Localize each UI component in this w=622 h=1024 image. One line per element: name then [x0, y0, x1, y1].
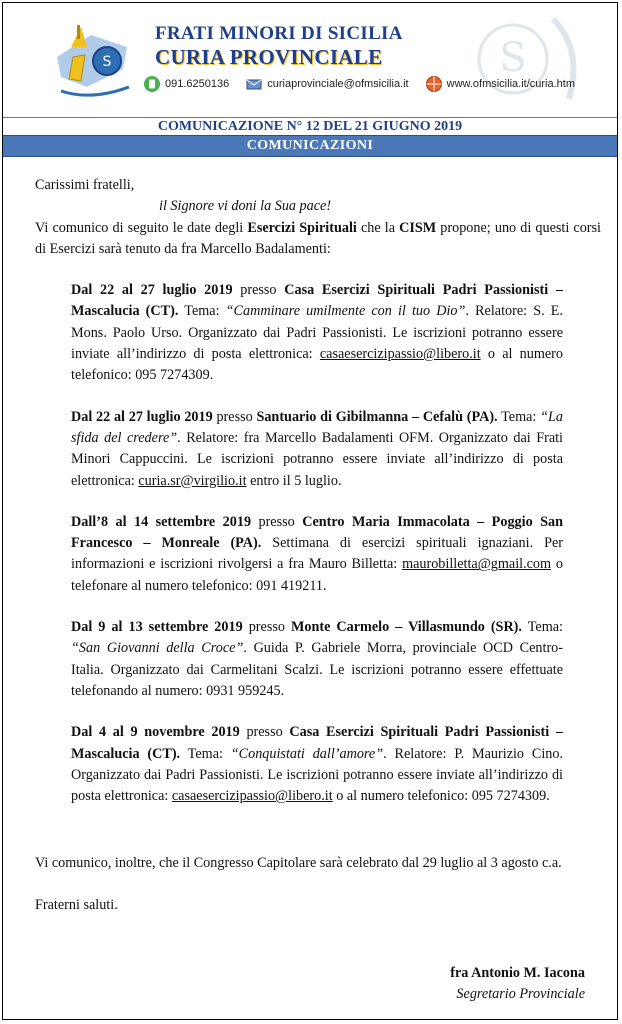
- farewell: Fraterni saluti.: [35, 896, 118, 913]
- intro-esercizi: Esercizi Spirituali: [247, 219, 357, 236]
- contact-row: [143, 75, 591, 93]
- document-frame: [2, 2, 618, 1020]
- entry-tema: “La sfida del credere”: [71, 408, 563, 446]
- entry-date: Dal 22 al 27 luglio 2019: [71, 408, 213, 425]
- entry-place: Centro Maria Immacolata – Poggio San Francesco – Monreale (PA).: [71, 513, 563, 552]
- phone-number: 091.6250136: [165, 78, 230, 90]
- entry-email-link[interactable]: casaesercizipassio@libero.it: [171, 788, 333, 805]
- entry-place: Monte Carmelo – Villasmundo (SR).: [290, 619, 522, 636]
- greeting: il Signore vi doni la Sua pace!: [159, 198, 332, 215]
- phone-icon: [143, 75, 161, 93]
- entry-date: Dall’8 al 14 settembre 2019: [71, 513, 252, 530]
- intro-text-1: Vi comunico di seguito le date degli: [35, 219, 248, 236]
- entry-tema: “Conquistati dall’amore”: [230, 745, 384, 762]
- signature-block: [450, 963, 585, 1005]
- provincial-seal-logo: [51, 17, 139, 103]
- entry-place: Casa Esercizi Spirituali Padri Passionisti – Mascalucia (CT).: [71, 282, 563, 320]
- entry-tail: o telefonare al numero telefonico: 091 419211.: [71, 556, 563, 594]
- entry-tema-label: Tema:: [497, 408, 541, 425]
- phone-contact: [143, 75, 229, 93]
- signature-name: fra Antonio M. Iacona: [450, 965, 585, 981]
- retreat-entry-3: [71, 512, 563, 597]
- salutation: Carissimi fratelli,: [35, 177, 135, 193]
- entry-tail: o al numero telefonico: 095 7274309.: [332, 788, 550, 805]
- email-icon: [245, 75, 263, 93]
- entry-place: Casa Esercizi Spirituali Padri Passionisti – Mascalucia (CT).: [71, 724, 563, 762]
- email-address[interactable]: curiaprovinciale@ofmsicilia.it: [267, 78, 409, 90]
- website-url[interactable]: www.ofmsicilia.it/curia.htm: [446, 78, 575, 90]
- retreat-entry-5: [71, 722, 563, 807]
- letterhead: [3, 3, 617, 115]
- entry-date: Dal 4 al 9 novembre 2019: [71, 724, 240, 741]
- intro-text-3: propone; uno di questi corsi di Esercizi sarà tenuto da fra Marcello Badalamenti:: [35, 219, 601, 257]
- entry-place: Santuario di Gibilmanna – Cefalù (PA).: [256, 408, 498, 425]
- website-contact[interactable]: [425, 75, 575, 93]
- entry-details: . Relatore: fra Marcello Badalamenti OFM. Organizzato dai Frati Minori Cappuccini. Le iscrizioni potranno essere inviate all’indirizzo di posta elettronica:: [71, 429, 563, 489]
- entry-email-link[interactable]: curia.sr@virgilio.it: [138, 472, 247, 489]
- entry-presso: presso: [242, 619, 291, 636]
- entry-email-link[interactable]: maurobilletta@gmail.com: [402, 556, 552, 573]
- retreat-entry-1: [71, 280, 563, 386]
- retreat-entry-4: [71, 617, 563, 702]
- org-subtitle: CURIA PROVINCIALE: [155, 45, 383, 69]
- intro-cism: CISM: [399, 219, 437, 236]
- entry-tail: entro il 5 luglio.: [246, 472, 342, 489]
- entry-tema-label: Tema:: [178, 303, 226, 320]
- entry-presso: presso: [232, 282, 285, 299]
- entry-presso: presso: [239, 724, 290, 741]
- svg-text:S: S: [499, 35, 527, 81]
- intro-paragraph: [35, 218, 601, 261]
- org-title: FRATI MINORI DI SICILIA: [155, 23, 403, 44]
- entry-details: . Guida P. Gabriele Morra, provinciale OCD Centro-Italia. Organizzato dai Carmelitani Scalzi. Le iscrizioni potranno essere effettuate telefonando al numero: 0931 959245.: [71, 640, 563, 699]
- entry-tema: “Camminare umilmente con il tuo Dio”: [225, 303, 466, 320]
- entry-tail: o al numero telefonico: 095 7274309.: [71, 346, 564, 384]
- entry-date: Dal 22 al 27 luglio 2019: [71, 282, 233, 299]
- closing-info: Vi comunico, inoltre, che il Congresso Capitolare sarà celebrato dal 29 luglio al 3 agosto c.a.: [35, 855, 562, 872]
- entry-email-link[interactable]: casaesercizipassio@libero.it: [319, 346, 481, 363]
- retreat-entry-2: [71, 407, 563, 492]
- communication-number: COMUNICAZIONE N° 12 DEL 21 GIUGNO 2019: [3, 117, 617, 136]
- entry-presso: presso: [212, 408, 257, 425]
- entry-tema-label: Tema:: [521, 619, 563, 636]
- entry-details: . Relatore: P. Maurizio Cino. Organizzato dai Padri Passionisti. Le iscrizioni potranno essere inviate all’indirizzo di posta elettronica:: [71, 745, 563, 805]
- intro-text-2: che la: [356, 219, 400, 236]
- entry-details: . Relatore: S. E. Mons. Paolo Urso. Organizzato dai Padri Passionisti. Le iscrizioni potranno essere inviate all’indirizzo di posta elettronica:: [71, 303, 563, 363]
- entry-tema-label: Tema:: [180, 745, 231, 762]
- entry-details: Settimana di esercizi spirituali ignaziani. Per informazioni e iscrizioni rivolgersi a fra Mauro Billetta:: [71, 535, 563, 573]
- globe-icon: [425, 75, 443, 93]
- entry-tema: “San Giovanni della Croce”: [71, 640, 244, 657]
- letter-body: [35, 175, 601, 916]
- signature-role: Segretario Provinciale: [456, 986, 585, 1002]
- entry-date: Dal 9 al 13 settembre 2019: [71, 619, 243, 636]
- svg-text:S: S: [102, 54, 112, 70]
- email-contact[interactable]: [245, 75, 408, 93]
- entry-presso: presso: [251, 513, 303, 530]
- section-title: COMUNICAZIONI: [3, 135, 617, 157]
